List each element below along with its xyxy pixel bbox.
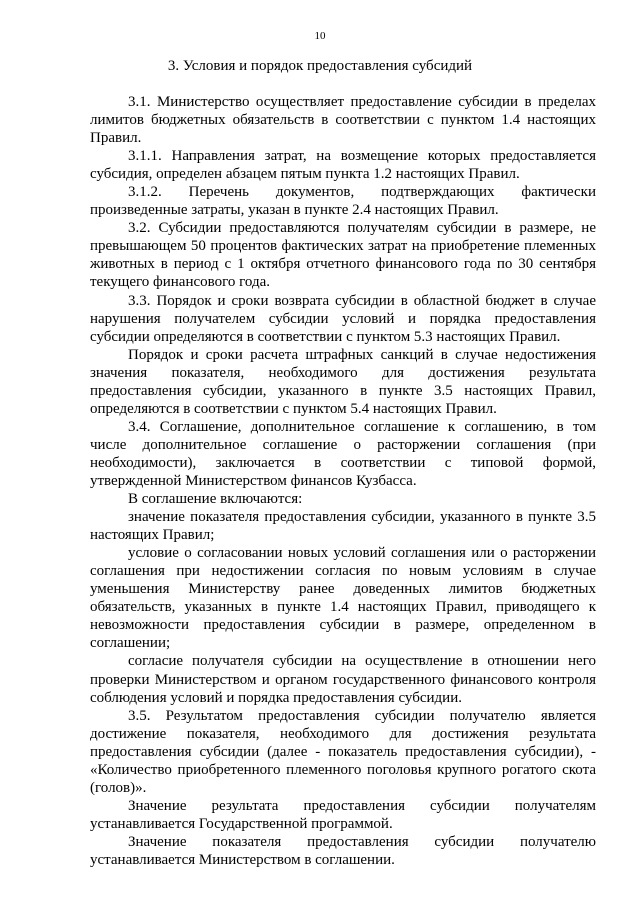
paragraph-new-conditions: условие о согласовании новых условий соглашения или о расторжении соглашения при недостижении согласия по новым условиям в случае уменьшения Министерству ранее доведенных лимитов бюджетных обязательств, указанных в пункте 1.4 настоящих Правил, приводящего к невозможности предоставления субсидии в размере, определенном в соглашении; bbox=[90, 545, 596, 652]
paragraph-result-value: Значение результата предоставления субсидии получателям устанавливается Государственной программой. bbox=[90, 797, 596, 832]
page-number: 10 bbox=[314, 30, 326, 42]
paragraph-indicator-value: значение показателя предоставления субсидии, указанного в пункте 3.5 настоящих Правил; bbox=[90, 509, 596, 544]
paragraph-penalty-procedure: Порядок и сроки расчета штрафных санкций в случае недостижения значения показателя, необходимого для достижения результата предоставления субсидии, указанного в пункте 3.5 настоящих Правил, определяются в соответствии с пунктом 5.4 настоящих Правил. bbox=[90, 346, 596, 417]
paragraph-3-1-2: 3.1.2. Перечень документов, подтверждающих фактически произведенные затраты, указан в пункте 2.4 настоящих Правил. bbox=[90, 184, 596, 219]
paragraph-agreement-includes: В соглашение включаются: bbox=[128, 491, 303, 508]
paragraph-3-4: 3.4. Соглашение, дополнительное соглашение к соглашению, в том числе дополнительное соглашение о расторжении соглашения (при необходимости), заключается в соответствии с типовой формой, утвержденной Министерством финансов Кузбасса. bbox=[90, 418, 596, 489]
body-text bbox=[90, 93, 596, 869]
paragraph-3-1: 3.1. Министерство осуществляет предоставление субсидии в пределах лимитов бюджетных обязательств в соответствии с пунктом 1.4 настоящих Правил. bbox=[90, 94, 596, 147]
paragraph-indicator-set: Значение показателя предоставления субсидии получателю устанавливается Министерством в соглашении. bbox=[90, 833, 596, 868]
paragraph-3-5: 3.5. Результатом предоставления субсидии получателю является достижение показателя, необходимого для достижения результата предоставления субсидии (далее - показатель предоставления субсидии), - «Количество приобретенного племенного поголовья крупного рогатого скота (голов)». bbox=[90, 707, 596, 796]
paragraph-recipient-consent: согласие получателя субсидии на осуществление в отношении него проверки Министерством и органом государственного финансового контроля соблюдения условий и порядка предоставления субсидии. bbox=[90, 653, 596, 706]
paragraph-3-2: 3.2. Субсидии предоставляются получателям субсидии в размере, не превышающем 50 процентов фактических затрат на приобретение племенных животных в период с 1 октября отчетного финансового года по 30 сентября текущего финансового года. bbox=[90, 220, 596, 291]
section-heading: 3. Условия и порядок предоставления субсидий bbox=[167, 58, 473, 74]
paragraph-3-1-1: 3.1.1. Направления затрат, на возмещение которых предоставляется субсидия, определен абзацем пятым пункта 1.2 настоящих Правил. bbox=[90, 148, 596, 183]
paragraph-3-3: 3.3. Порядок и сроки возврата субсидии в областной бюджет в случае нарушения получателем субсидии условий и порядка предоставления субсидии определяются в соответствии с пунктом 5.3 настоящих Правил. bbox=[90, 292, 596, 345]
